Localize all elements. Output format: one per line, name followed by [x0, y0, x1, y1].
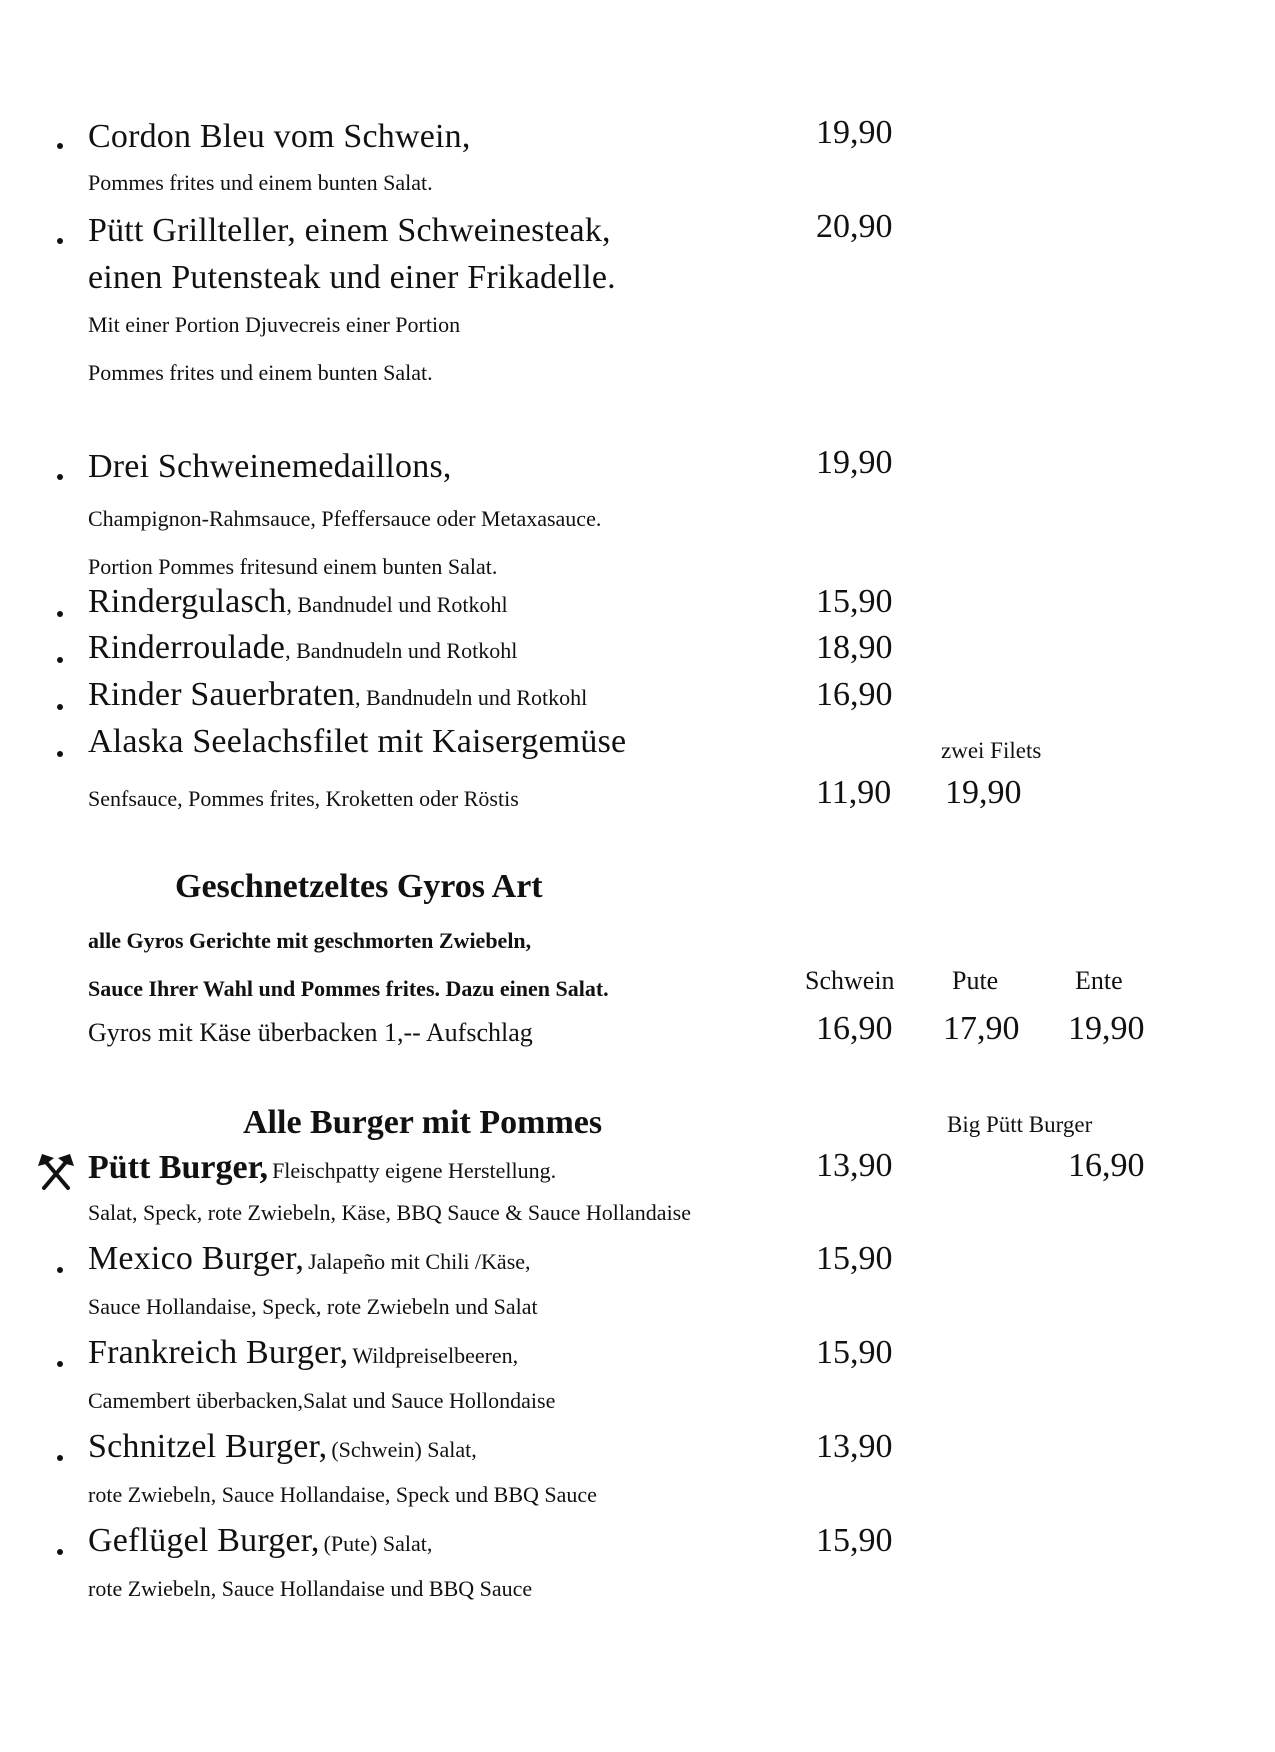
item-desc: Sauce Hollandaise, Speck, rote Zwiebeln und Salat	[88, 1294, 538, 1319]
big-burger-label: Big Pütt Burger	[947, 1112, 1093, 1137]
gyros-column-label: Schwein	[805, 966, 895, 995]
item-title: Schnitzel Burger,	[88, 1428, 328, 1465]
item-suffix: (Schwein) Salat,	[331, 1437, 477, 1462]
item-price: 16,90	[816, 676, 893, 713]
item-desc: Senfsauce, Pommes frites, Kroketten oder Röstis	[88, 786, 519, 811]
bullet	[57, 143, 63, 149]
item-desc: Pommes frites und einem bunten Salat.	[88, 170, 433, 195]
bullet	[57, 657, 63, 663]
item-title: Rinder Sauerbraten	[88, 676, 356, 713]
gyros-price: 17,90	[943, 1010, 1020, 1047]
bullet	[57, 704, 63, 710]
bullet	[57, 1267, 63, 1273]
alt-portion-label: zwei Filets	[941, 738, 1042, 763]
section-heading-gyros: Geschnetzeltes Gyros Art	[175, 868, 543, 905]
gyros-desc: alle Gyros Gerichte mit geschmorten Zwiebeln,	[88, 928, 532, 953]
item-title: Rinderroulade	[88, 629, 286, 666]
item-line	[88, 1334, 518, 1372]
item-desc: Portion Pommes fritesund einem bunten Salat.	[88, 554, 498, 579]
item-desc: Pommes frites und einem bunten Salat.	[88, 360, 433, 385]
item-desc: Champignon-Rahmsauce, Pfeffersauce oder Metaxasauce.	[88, 506, 602, 531]
item-title: Alaska Seelachsfilet mit Kaisergemüse	[88, 723, 627, 760]
item-desc: rote Zwiebeln, Sauce Hollandaise und BBQ Sauce	[88, 1576, 533, 1601]
item-line	[88, 629, 517, 667]
bullet	[57, 1455, 63, 1461]
item-suffix: Fleischpatty eigene Herstellung.	[272, 1158, 557, 1183]
item-suffix: (Pute) Salat,	[323, 1531, 433, 1556]
item-price: 15,90	[816, 1334, 893, 1371]
item-suffix: , Bandnudel und Rotkohl	[286, 592, 508, 617]
item-line	[88, 1149, 556, 1187]
item-line	[88, 1428, 477, 1466]
item-suffix: , Bandnudeln und Rotkohl	[285, 638, 518, 663]
bullet	[57, 611, 63, 617]
hammer-pick-icon	[36, 1152, 76, 1192]
alt-portion-price: 19,90	[945, 774, 1022, 811]
gyros-price: 19,90	[1068, 1010, 1145, 1047]
gyros-column-label: Ente	[1075, 966, 1123, 995]
item-desc: Camembert überbacken,Salat und Sauce Hollondaise	[88, 1388, 556, 1413]
gyros-price: 16,90	[816, 1010, 893, 1047]
item-title: Mexico Burger,	[88, 1240, 305, 1277]
item-suffix: Jalapeño mit Chili /Käse,	[308, 1249, 531, 1274]
item-line	[88, 676, 587, 714]
item-price: 20,90	[816, 208, 893, 245]
item-line	[88, 583, 508, 621]
item-price: 15,90	[816, 583, 893, 620]
bullet	[57, 1361, 63, 1367]
bullet	[57, 474, 63, 480]
section-heading-burgers: Alle Burger mit Pommes	[243, 1104, 603, 1141]
item-title: Rindergulasch	[88, 583, 287, 620]
item-desc: rote Zwiebeln, Sauce Hollandaise, Speck und BBQ Sauce	[88, 1482, 597, 1507]
bullet	[57, 238, 63, 244]
item-price: 11,90	[816, 774, 892, 811]
gyros-column-label: Pute	[952, 966, 999, 995]
item-line	[88, 1522, 432, 1560]
item-line	[88, 1240, 531, 1278]
item-title: Drei Schweinemedaillons,	[88, 448, 452, 485]
item-price: 19,90	[816, 444, 893, 481]
item-suffix: Wildpreiselbeeren,	[352, 1343, 519, 1368]
gyros-cheese-note: Gyros mit Käse überbacken 1,-- Aufschlag	[88, 1018, 533, 1047]
item-title: Pütt Grillteller, einem Schweinesteak,	[88, 212, 611, 249]
item-title-line2: einen Putensteak und einer Frikadelle.	[88, 259, 616, 296]
item-suffix: , Bandnudeln und Rotkohl	[355, 685, 588, 710]
item-price: 19,90	[816, 114, 893, 151]
bullet	[57, 1549, 63, 1555]
bullet	[57, 751, 63, 757]
item-price: 13,90	[816, 1147, 893, 1184]
item-title: Cordon Bleu vom Schwein,	[88, 118, 471, 155]
item-price: 18,90	[816, 629, 893, 666]
item-desc: Salat, Speck, rote Zwiebeln, Käse, BBQ Sauce & Sauce Hollandaise	[88, 1200, 692, 1225]
item-desc: Mit einer Portion Djuvecreis einer Portion	[88, 312, 461, 337]
item-title: Geflügel Burger,	[88, 1522, 320, 1559]
gyros-desc: Sauce Ihrer Wahl und Pommes frites. Dazu einen Salat.	[88, 976, 609, 1001]
item-title: Pütt Burger,	[88, 1149, 269, 1186]
item-price: 13,90	[816, 1428, 893, 1465]
item-title: Frankreich Burger,	[88, 1334, 349, 1371]
big-burger-price: 16,90	[1068, 1147, 1145, 1184]
item-price: 15,90	[816, 1240, 893, 1277]
item-price: 15,90	[816, 1522, 893, 1559]
